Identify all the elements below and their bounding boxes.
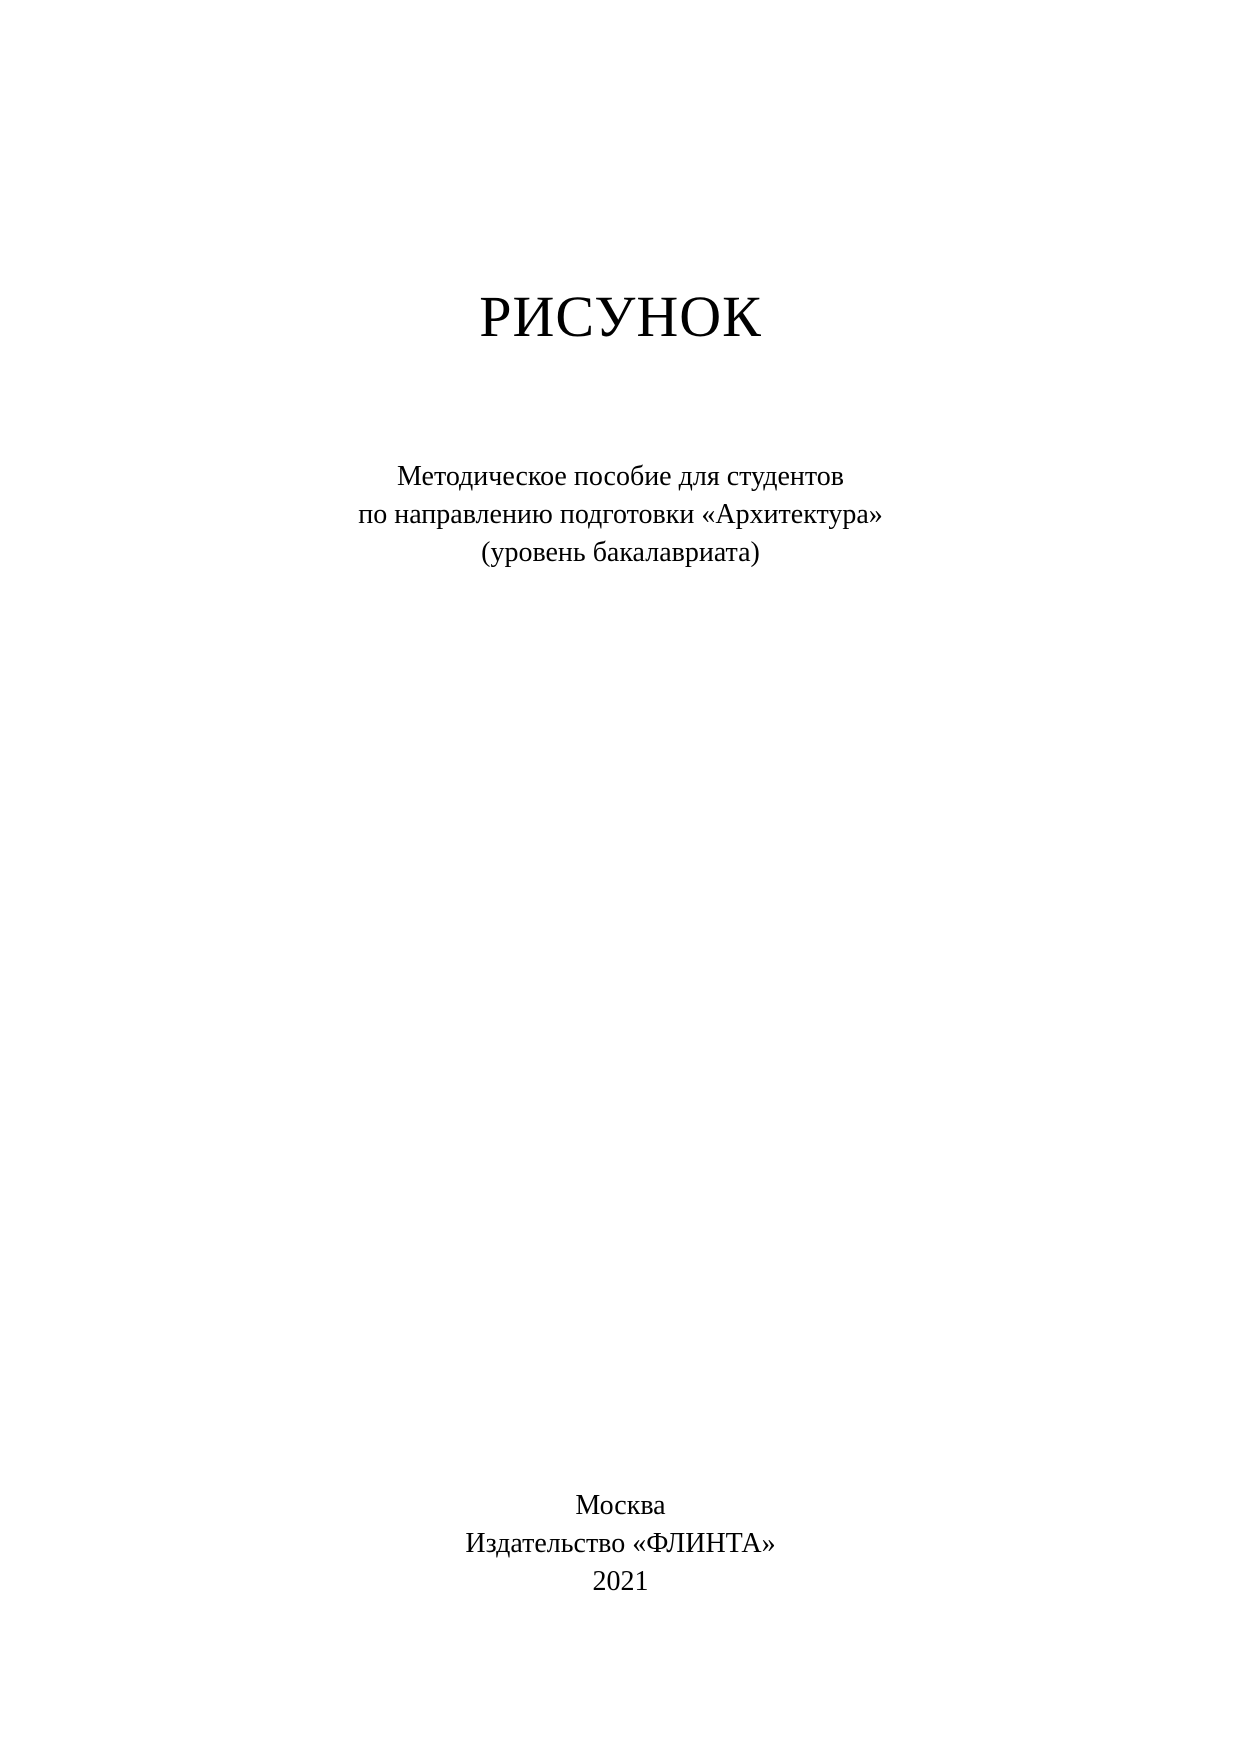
imprint-year: 2021	[592, 1566, 649, 1597]
book-subtitle	[0, 458, 1241, 572]
subtitle-line-2: по направлению подготовки «Архитектура»	[358, 499, 883, 530]
publication-imprint	[0, 1487, 1241, 1601]
book-title: РИСУНОК	[479, 284, 762, 349]
imprint-city: Москва	[575, 1490, 666, 1521]
imprint-publisher: Издательство «ФЛИНТА»	[465, 1528, 776, 1559]
subtitle-line-1: Методическое пособие для студентов	[397, 461, 844, 492]
subtitle-line-3: (уровень бакалавриата)	[481, 537, 760, 568]
